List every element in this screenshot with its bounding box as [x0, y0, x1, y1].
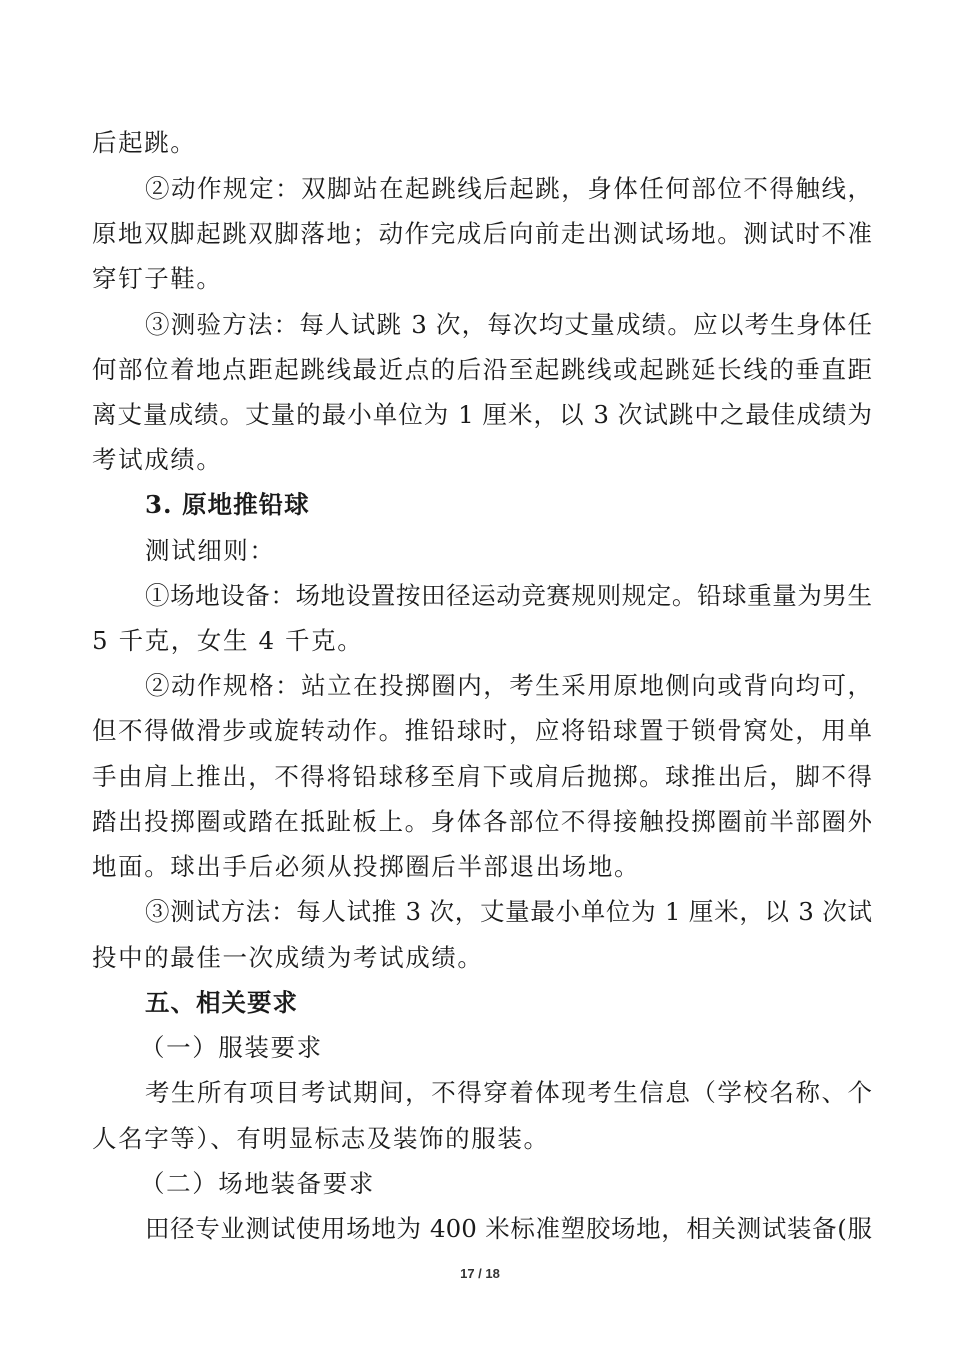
paragraph-line: 考试成绩。 [92, 445, 223, 474]
paragraph-line: 田径专业测试使用场地为 400 米标准塑胶场地，相关测试装备(服 [145, 1214, 872, 1243]
paragraph-line: 穿钉子鞋。 [92, 264, 223, 293]
paragraph-line: ②动作规定：双脚站在起跳线后起跳，身体任何部位不得触线， [145, 174, 872, 203]
section-heading: 3. 原地推铅球 [145, 490, 310, 519]
paragraph-line: 投中的最佳一次成绩为考试成绩。 [92, 943, 484, 972]
paragraph-line: 地面。球出手后必须从投掷圈后半部退出场地。 [92, 852, 641, 881]
paragraph-line: 离丈量成绩。丈量的最小单位为 1 厘米，以 3 次试跳中之最佳成绩为 [92, 400, 872, 429]
subsection-heading: （一）服装要求 [140, 1033, 323, 1062]
paragraph-line: ③测试方法：每人试推 3 次，丈量最小单位为 1 厘米，以 3 次试 [145, 897, 872, 926]
paragraph-line: 考生所有项目考试期间，不得穿着体现考生信息（学校名称、个 [145, 1078, 872, 1107]
paragraph-line: ②动作规格：站立在投掷圈内，考生采用原地侧向或背向均可， [145, 671, 872, 700]
paragraph-line: 何部位着地点距起跳线最近点的后沿至起跳线或起跳延长线的垂直距 [92, 355, 872, 384]
paragraph-line: 5 千克，女生 4 千克。 [92, 626, 364, 655]
paragraph-line: 踏出投掷圈或踏在抵趾板上。身体各部位不得接触投掷圈前半部圈外 [92, 807, 872, 836]
paragraph-line: ①场地设备：场地设置按田径运动竞赛规则规定。铅球重量为男生 [145, 581, 872, 610]
paragraph-line: 人名字等）、有明显标志及装饰的服装。 [92, 1124, 550, 1153]
paragraph-line: 手由肩上推出，不得将铅球移至肩下或肩后抛掷。球推出后，脚不得 [92, 762, 872, 791]
paragraph-line: ③测验方法：每人试跳 3 次，每次均丈量成绩。应以考生身体任 [145, 310, 872, 339]
subsection-heading: （二）场地装备要求 [140, 1169, 375, 1198]
paragraph-line: 测试细则： [145, 536, 276, 565]
page-number: 17 / 18 [460, 1266, 500, 1281]
paragraph-line: 但不得做滑步或旋转动作。推铅球时，应将铅球置于锁骨窝处，用单 [92, 716, 872, 745]
paragraph-line: 后起跳。 [92, 128, 197, 157]
section-heading: 五、相关要求 [145, 988, 298, 1017]
paragraph-line: 原地双脚起跳双脚落地；动作完成后向前走出测试场地。测试时不准 [92, 219, 872, 248]
